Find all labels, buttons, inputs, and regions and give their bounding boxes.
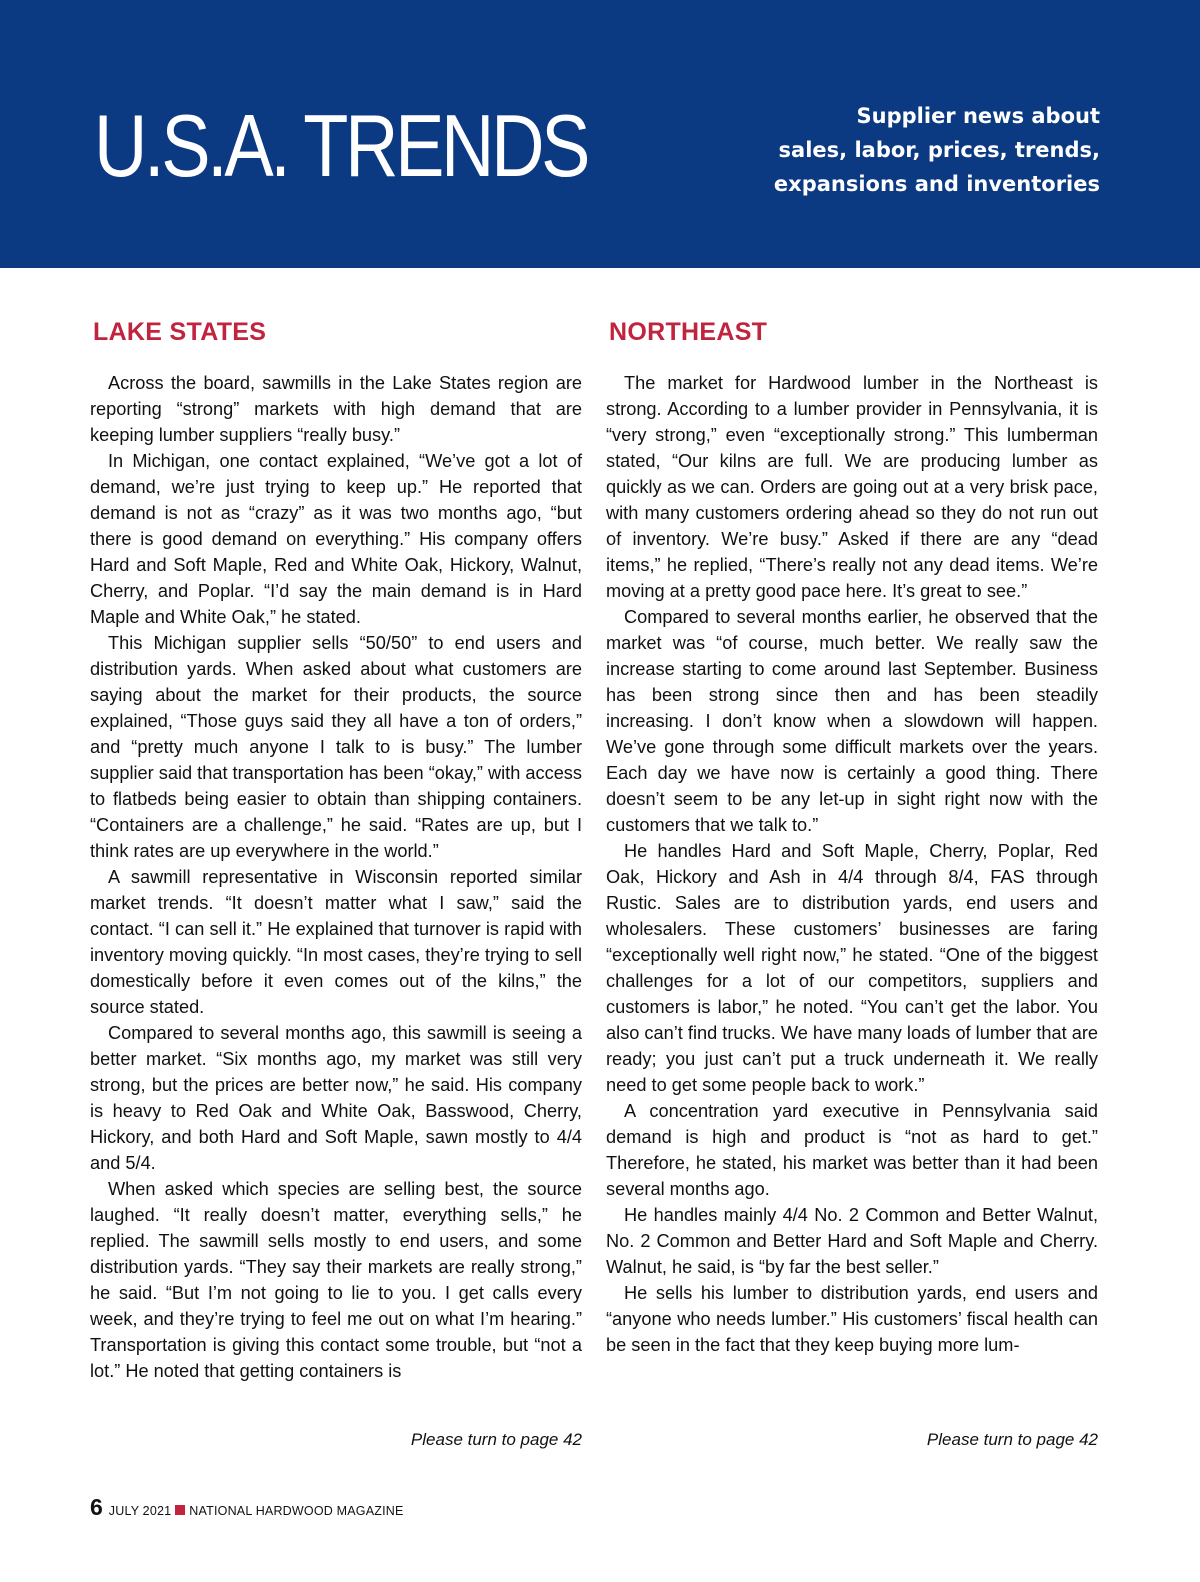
- continued-note-left: Please turn to page 42: [410, 1430, 582, 1449]
- section-heading-northeast: NORTHEAST: [609, 318, 768, 346]
- article-paragraph: He handles mainly 4/4 No. 2 Common and Better Walnut, No. 2 Common and Better Hard and Soft Maple and Cherry. Walnut, he said, is “by far the best seller.”: [606, 1205, 1098, 1277]
- header-tagline: [680, 99, 1100, 201]
- square-bullet-icon: [175, 1505, 185, 1515]
- article-paragraph: Across the board, sawmills in the Lake States region are reporting “strong” markets with high demand that are keeping lumber suppliers “really busy.”: [90, 373, 582, 445]
- article-paragraph: He handles Hard and Soft Maple, Cherry, Poplar, Red Oak, Hickory and Ash in 4/4 through 8/4, FAS through Rustic. Sales are to distribution yards, end users and wholesalers. These customers’ businesses are faring “exceptionally well right now,” he stated. “One of the biggest challenges for a lot of our competitors, suppliers and customers is labor,” he noted. “You can’t get the labor. You also can’t find trucks. We have many loads of lumber that are ready; you just can’t put a truck underneath it. We really need to get some people back to work.”: [606, 841, 1098, 1095]
- publication-name: NATIONAL HARDWOOD MAGAZINE: [189, 1504, 404, 1518]
- tagline-line: expansions and inventories: [773, 172, 1100, 196]
- article-paragraph: He sells his lumber to distribution yards, end users and “anyone who needs lumber.” His customers’ fiscal health can be seen in the fact that they keep buying more lum-: [606, 1283, 1098, 1355]
- lake-states-column: [90, 312, 582, 1384]
- article-paragraph: A sawmill representative in Wisconsin reported similar market trends. “It doesn’t matter what I saw,” said the contact. “I can sell it.” He explained that turnover is rapid with inventory moving quickly. “In most cases, they’re trying to sell domestically before it even comes out of the kilns,” the source stated.: [90, 867, 582, 1017]
- article-paragraph: This Michigan supplier sells “50/50” to end users and distribution yards. When asked about what customers are saying about the market for their products, the source explained, “Those guys said they all have a ton of orders,” and “pretty much anyone I talk to is busy.” The lumber supplier said that transportation has been “okay,” with access to flatbeds being easier to obtain than shipping containers. “Containers are a challenge,” he said. “Rates are up, but I think rates are up everywhere in the world.”: [90, 633, 582, 861]
- northeast-column: [606, 312, 1098, 1358]
- article-paragraph: Compared to several months ago, this sawmill is seeing a better market. “Six months ago, my market was still very strong, but the prices are better now,” he said. His company is heavy to Red Oak and White Oak, Basswood, Cherry, Hickory, and both Hard and Soft Maple, sawn mostly to 4/4 and 5/4.: [90, 1023, 582, 1173]
- page-footer: [90, 1494, 404, 1524]
- section-heading-lake-states: LAKE STATES: [93, 318, 267, 346]
- article-paragraph: In Michigan, one contact explained, “We’ve got a lot of demand, we’re just trying to keep up.” He reported that demand is not as “crazy” as it was two months ago, “but there is good demand on everything.” His company offers Hard and Soft Maple, Red and White Oak, Hickory, Walnut, Cherry, and Poplar. “I’d say the main demand is in Hard Maple and White Oak,” he stated.: [90, 451, 582, 627]
- page-number: 6: [90, 1494, 103, 1520]
- article-paragraph: When asked which species are selling best, the source laughed. “It really doesn’t matter, everything sells,” he replied. The sawmill sells mostly to end users, and some distribution yards. “They say their markets are really strong,” he said. “But I’m not going to lie to you. I get calls every week, and they’re trying to feel me out on what I’m hearing.” Transportation is giving this contact some trouble, but “not a lot.” He noted that getting containers is: [90, 1179, 582, 1381]
- article-paragraph: The market for Hardwood lumber in the Northeast is strong. According to a lumber provider in Pennsylvania, it is “very strong,” even “exceptionally strong.” This lumberman stated, “Our kilns are full. We are producing lumber as quickly as we can. Orders are going out at a very brisk pace, with many customers ordering ahead so they do not run out of inventory. We’re busy.” Asked if there are any “dead items,” he replied, “There’s really not any dead items. We’re moving at a pretty good pace here. It’s great to see.”: [606, 373, 1098, 601]
- continued-note-right: Please turn to page 42: [926, 1430, 1098, 1449]
- article-paragraph: A concentration yard executive in Pennsylvania said demand is high and product is “not as hard to get.” Therefore, he stated, his market was better than it had been several months ago.: [606, 1101, 1098, 1199]
- tagline-line: Supplier news about: [856, 104, 1100, 128]
- issue-date: JULY 2021: [108, 1504, 172, 1518]
- article-paragraph: Compared to several months earlier, he observed that the market was “of course, much better. We really saw the increase starting to come around last September. Business has been strong since then and has been steadily increasing. I don’t know when a slowdown will happen. We’ve gone through some difficult markets over the years. Each day we have now is certainly a good thing. There doesn’t seem to be any let-up in sight right now with the customers that we talk to.”: [606, 607, 1098, 835]
- header-banner: [0, 0, 1200, 268]
- tagline-line: sales, labor, prices, trends,: [778, 138, 1100, 162]
- page-title: U.S.A. TRENDS: [94, 96, 588, 195]
